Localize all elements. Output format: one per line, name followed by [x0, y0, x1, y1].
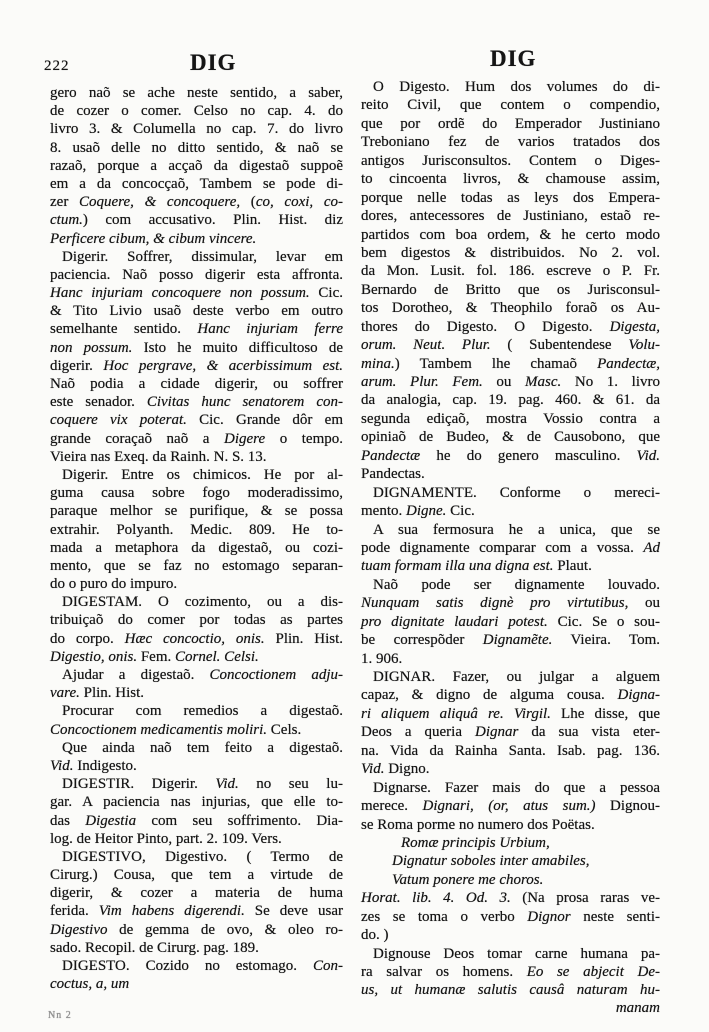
text-line [361, 152, 660, 170]
dictionary-entry-paragraph [361, 78, 660, 484]
text-line [361, 391, 660, 409]
text-line [361, 207, 660, 225]
text-line [50, 648, 343, 666]
text-line [50, 630, 343, 648]
italic-text: vare. [50, 685, 80, 702]
text-line [50, 302, 343, 320]
roman-text: opiniaõ de Budeo, & de Causobono, que [361, 429, 660, 446]
roman-text: DIGNAMENTE. Conforme o mereci- [373, 484, 660, 501]
page-number: 222 [44, 58, 70, 74]
roman-text: este senador. [50, 394, 147, 411]
dictionary-entry-paragraph [361, 576, 660, 668]
roman-text: se Roma porme no numero dos Poëtas. [361, 816, 595, 833]
text-line [361, 797, 660, 815]
roman-text: ferida. [50, 903, 99, 920]
italic-text: arum. Plur. Fem. [361, 374, 483, 390]
italic-text: Eo se abjecit De- [526, 964, 660, 980]
roman-text: que por ordẽ do Emperador Justiniano [361, 115, 660, 132]
text-line [50, 266, 343, 284]
text-line [361, 299, 660, 317]
text-line [361, 705, 660, 723]
dictionary-entry-paragraph [50, 957, 343, 993]
italic-text: Dignatur soboles inter amabiles, [392, 853, 590, 870]
roman-text: ou [628, 595, 660, 612]
roman-text: Isto he muito difficultoso de [132, 339, 343, 356]
text-line [50, 666, 343, 684]
text-line [50, 593, 343, 611]
text-line [361, 686, 660, 704]
text-line [50, 502, 343, 520]
italic-text: Hanc injuriam concoquere non possum. [50, 285, 310, 302]
roman-text: gero naõ se ache neste sentido, a saber, [50, 85, 343, 101]
italic-text: Digestio, onis. [50, 648, 138, 665]
italic-text: Dignar [474, 724, 519, 741]
text-line [361, 945, 660, 963]
text-line [361, 650, 660, 668]
roman-text: Cels. [267, 721, 302, 738]
roman-text: ) Tambem lhe chamaõ [394, 355, 598, 372]
italic-text: Vim habens digerendi. [98, 903, 245, 920]
text-line [50, 375, 343, 393]
text-line [50, 139, 343, 157]
roman-text: pode dignamente comparar com a vossa. [361, 539, 644, 556]
roman-text: Plaut. [553, 558, 592, 575]
roman-text: Bernardo de Britto que os Jurisconsul- [361, 281, 660, 298]
dictionary-entry-paragraph [361, 668, 660, 779]
running-head-left: DIG [190, 50, 237, 75]
dictionary-entry-paragraph [50, 248, 343, 466]
text-line [50, 175, 343, 193]
roman-text: do o puro do impuro. [50, 576, 178, 593]
roman-text: Fem. [137, 648, 176, 665]
italic-text: Concoctionem adju- [209, 667, 343, 683]
roman-text: Procurar com remedios a digestaõ. [62, 703, 343, 720]
italic-text: ri aliquem aliquâ re. Virgil. [361, 705, 551, 722]
roman-text: zes se toma o verbo [361, 908, 528, 925]
text-line [50, 702, 343, 720]
text-line [361, 410, 660, 428]
italic-text: Ad [643, 539, 660, 556]
roman-text: tos Dorotheo, & Theophilo foraõ os Au- [361, 300, 660, 317]
italic-text: Nunquam satis dignè pro virtutibus, [361, 595, 629, 612]
text-line [361, 115, 660, 133]
italic-text: Vid. [215, 776, 239, 793]
text-line [50, 902, 343, 920]
roman-text: gar. A paciencia nas injurias, que elle to- [50, 794, 343, 811]
italic-text: Civitas hunc senatorem con- [146, 394, 344, 411]
roman-text: Ajudar a digestaõ. [62, 667, 210, 683]
roman-text: merece. [361, 798, 423, 815]
roman-text: das [50, 812, 86, 829]
roman-text: sado. Recopil. de Cirurg. pag. 189. [50, 939, 259, 956]
roman-text: Treboniano fez de varios tratados dos [361, 134, 660, 151]
text-line [361, 613, 660, 631]
text-line [50, 684, 343, 702]
catchword: manam [615, 1000, 660, 1016]
roman-text: Dignarse. Fazer mais do que a pessoa [373, 779, 660, 796]
roman-text: thores do Digesto. O Digesto. [361, 318, 610, 335]
italic-text: Coquere, & concoquere, [79, 194, 241, 211]
italic-text: ctum. [50, 212, 83, 229]
roman-text: Se deve usar [244, 903, 343, 920]
text-line [50, 921, 343, 939]
italic-text: Vid. [50, 757, 74, 774]
dictionary-entry-paragraph [50, 702, 343, 738]
roman-text: he do genero masculino. [420, 447, 637, 464]
dictionary-entry-paragraph [361, 779, 660, 834]
text-line [361, 539, 660, 557]
running-head-right: DIG [490, 46, 537, 71]
roman-text: 8. usaõ delle no ditto sentido, & naõ se [50, 139, 343, 156]
roman-text: DIGESTAM. O cozimento, ou a dis- [62, 594, 343, 611]
text-line [361, 78, 660, 96]
right-text-column [361, 78, 660, 1000]
roman-text: Dignou- [595, 798, 660, 815]
text-line [361, 447, 660, 465]
text-line [361, 963, 660, 981]
italic-text: Digna- [617, 687, 660, 704]
roman-text: 1. 906. [361, 650, 403, 667]
dictionary-entry-paragraph [361, 889, 660, 944]
roman-text: digerir. [50, 357, 104, 374]
text-line [361, 834, 660, 852]
roman-text: Cic. [309, 285, 343, 302]
roman-text: Cic. Se o sou- [547, 613, 660, 630]
italic-text: orum. Neut. Plur. [361, 337, 491, 354]
text-line [361, 318, 660, 336]
italic-text: Con- [313, 958, 343, 974]
text-line [361, 502, 660, 520]
text-line [361, 668, 660, 686]
text-line [50, 757, 343, 775]
verse-quotation [361, 834, 660, 889]
text-line [361, 189, 660, 207]
text-line [50, 157, 343, 175]
roman-text: paraque melhor se purifique, & se possa [50, 503, 343, 520]
text-line [50, 248, 343, 266]
roman-text: zer [50, 194, 80, 211]
roman-text: be correspõder [361, 632, 483, 649]
text-line [50, 975, 343, 993]
roman-text: porque nelle todas as leys dos Empera- [361, 189, 660, 206]
roman-text: Lhe disse, que [550, 705, 661, 722]
text-line [361, 373, 660, 391]
roman-text: DIGESTO. Cozido no estomago. [62, 958, 313, 974]
left-text-column [50, 84, 343, 993]
text-line [50, 466, 343, 484]
text-line [50, 357, 343, 375]
italic-text: Digne. [406, 503, 447, 520]
roman-text: na. Vida da Rainha Santa. Isab. pag. 136. [361, 742, 660, 759]
text-line [361, 133, 660, 151]
roman-text: reito Civil, que contem o compendio, [361, 97, 660, 114]
text-line [50, 411, 343, 429]
roman-text: razaõ, porque a acçaõ da digestaõ suppoẽ [50, 157, 343, 174]
italic-text: Hoc pergrave, & acerbissimum est. [103, 357, 343, 374]
roman-text: neste senti- [570, 908, 660, 925]
italic-text: coquere vix poterat. [50, 412, 187, 429]
italic-text: co, coxi, co- [255, 194, 344, 211]
text-line [361, 336, 660, 354]
text-line [50, 448, 343, 466]
roman-text: to cincoenta livros, & chamouse assim, [361, 171, 660, 188]
roman-text: Indigesto. [73, 757, 137, 774]
roman-text: Vieira nas Exeq. da Rainh. N. S. 13. [50, 448, 267, 465]
text-line [361, 852, 660, 870]
italic-text: coctus, a, um [50, 976, 130, 993]
printer-signature-mark: Nn 2 [48, 1010, 72, 1021]
roman-text: A sua fermosura he a unica, que se [373, 521, 660, 538]
text-line [361, 262, 660, 280]
text-line [361, 594, 660, 612]
roman-text: Digerir. Entre os chimicos. He por al- [62, 466, 343, 483]
text-line [361, 96, 660, 114]
roman-text: Digno. [384, 761, 430, 778]
dictionary-entry-paragraph [50, 666, 343, 702]
text-line [50, 393, 343, 411]
roman-text: tribuiçaõ do comer por todas as partes [50, 612, 343, 629]
text-line [361, 170, 660, 188]
roman-text: ( Subentendese [490, 337, 629, 354]
text-line [50, 230, 343, 248]
roman-text: & Tito Livio usaõ deste verbo em outro [50, 303, 343, 320]
text-line [361, 631, 660, 649]
italic-text: us, ut humanæ salutis causâ naturam hu- [361, 982, 660, 999]
roman-text: Plin. Hist. [79, 685, 145, 702]
italic-text: Dignamẽte. [482, 632, 553, 649]
italic-text: Pandectæ [361, 447, 421, 464]
italic-text: Hæc concoctio, onis. [124, 630, 265, 647]
roman-text: livro 3. & Columella no cap. 7. do livro [50, 121, 343, 138]
roman-text: Dignouse Deos tomar carne humana pa- [373, 945, 660, 962]
text-line [361, 926, 660, 944]
roman-text: antigos Jurisconsultos. Contem o Diges- [361, 152, 660, 169]
roman-text: em a da concocçaõ, Tambem se pode di- [50, 175, 343, 192]
text-line [50, 539, 343, 557]
italic-text: Vid. [361, 761, 385, 778]
text-line [50, 775, 343, 793]
roman-text: da analogia, cap. 19. pag. 460. & 61. da [361, 392, 660, 409]
text-line [361, 816, 660, 834]
text-line [50, 957, 343, 975]
roman-text: mento. [361, 503, 406, 520]
italic-text: Vatum ponere me choros. [392, 871, 544, 888]
text-line [361, 576, 660, 594]
text-line [50, 812, 343, 830]
italic-text: Horat. lib. 4. Od. 3. [361, 890, 511, 907]
italic-text: pro dignitate laudari potest. [361, 613, 548, 630]
text-line [50, 102, 343, 120]
roman-text: Cic. [446, 503, 475, 520]
text-line [50, 430, 343, 448]
roman-text: DIGESTIR. Digerir. [62, 776, 216, 793]
text-line [50, 120, 343, 138]
roman-text: Que ainda naõ tem feito a digestaõ. [62, 739, 343, 756]
roman-text: semelhante sentido. [50, 321, 198, 338]
text-line [361, 723, 660, 741]
text-line [50, 339, 343, 357]
roman-text: de gemma de ovo, & oleo ro- [107, 921, 343, 938]
dictionary-entry-paragraph [50, 775, 343, 848]
text-line [50, 557, 343, 575]
text-line [361, 521, 660, 539]
roman-text: (Na prosa raras ve- [510, 890, 660, 907]
roman-text: ) com accusativo. Plin. Hist. diz [82, 212, 343, 229]
italic-text: Volu- [628, 337, 660, 354]
roman-text: mento, que se faz no estomago separan- [50, 557, 343, 574]
italic-text: Perficere cibum, & cibum vincere. [50, 230, 257, 247]
italic-text: Digestia [85, 812, 137, 829]
roman-text: ra salvar os homens. [361, 964, 527, 980]
text-line [361, 760, 660, 778]
roman-text: Deos a queria [361, 724, 475, 741]
text-line [50, 284, 343, 302]
dictionary-entry-paragraph [50, 593, 343, 666]
roman-text: bem digestos & distribuidos. No 2. vol. [361, 244, 660, 261]
dictionary-entry-paragraph [50, 848, 343, 957]
roman-text: ou [482, 374, 526, 390]
dictionary-entry-paragraph [361, 484, 660, 521]
roman-text: dores, antecessores de Justiniano, estaõ re- [361, 208, 660, 225]
roman-text: Naõ pode ser dignamente louvado. [373, 576, 660, 593]
roman-text: o tempo. [265, 430, 343, 447]
roman-text: DIGESTIVO, Digestivo. ( Termo de [62, 848, 343, 865]
text-line [50, 830, 343, 848]
text-line [361, 428, 660, 446]
text-line [361, 226, 660, 244]
text-line [361, 908, 660, 926]
text-line [50, 848, 343, 866]
text-line [361, 281, 660, 299]
roman-text: de cozer o comer. Celso no cap. 4. do [50, 103, 343, 120]
italic-text: Vid. [636, 447, 660, 464]
text-line [361, 742, 660, 760]
italic-text: Masc. [525, 374, 562, 390]
dictionary-entry-paragraph [50, 739, 343, 775]
roman-text: Digerir. Soffrer, dissimular, levar em [62, 248, 343, 265]
roman-text: paciencia. Naõ posso digerir esta affronta. [50, 266, 343, 283]
roman-text: ( [240, 194, 256, 211]
roman-text: no seu lu- [238, 776, 343, 793]
italic-text: non possum. [50, 339, 133, 356]
text-line [50, 575, 343, 593]
italic-text: tuam formam illa una digna est. [361, 558, 554, 575]
italic-text: Dignari, (or, atus sum.) [422, 798, 596, 815]
roman-text: O Digesto. Hum dos volumes do di- [373, 79, 660, 95]
text-line [361, 889, 660, 907]
text-line [361, 465, 660, 483]
roman-text: da sua vista eter- [518, 724, 661, 741]
roman-text: log. de Heitor Pinto, part. 2. 109. Vers. [50, 830, 282, 847]
text-line [50, 521, 343, 539]
italic-text: mina. [361, 355, 395, 372]
roman-text: partidos com boa ordem, & he certo modo [361, 226, 660, 243]
text-line [50, 939, 343, 957]
italic-text: Romæ principis Urbium, [401, 834, 550, 851]
text-line [50, 739, 343, 757]
italic-text: Pandectæ, [597, 355, 660, 372]
text-line [361, 871, 660, 889]
roman-text: Naõ podia a cidade digerir, ou soffrer [50, 376, 343, 392]
text-line [50, 84, 343, 102]
text-line [50, 866, 343, 884]
italic-text: Hanc injuriam ferre [197, 321, 343, 338]
roman-text: Plin. Hist. [264, 630, 344, 647]
dictionary-entry-paragraph [50, 466, 343, 593]
dictionary-entry-paragraph [361, 521, 660, 576]
text-line [361, 981, 660, 999]
roman-text: com seu soffrimento. Dia- [136, 812, 344, 829]
roman-text: Cic. Grande dôr em [186, 412, 343, 429]
roman-text: capaz, & digno de alguma cousa. [361, 687, 618, 704]
text-line [50, 721, 343, 739]
text-line [361, 779, 660, 797]
roman-text: mada a metaphora da digestaõ, ou cozi- [50, 539, 343, 556]
text-line [361, 557, 660, 575]
text-line [50, 193, 343, 211]
italic-text: Digestivo [50, 921, 108, 938]
text-line [361, 484, 660, 502]
roman-text: do. ) [361, 927, 389, 944]
roman-text: extrahir. Polyanth. Medic. 809. He to- [50, 521, 343, 538]
roman-text: grande coraçaõ naõ a [50, 430, 225, 447]
roman-text: Cirurg.) Cousa, que tem a virtude de [50, 867, 343, 884]
roman-text: No 1. livro [561, 374, 660, 390]
roman-text: DIGNAR. Fazer, ou julgar a alguem [373, 669, 660, 685]
dictionary-entry-paragraph [50, 84, 343, 248]
roman-text: guma causa sobre fogo moderadissimo, [50, 485, 343, 502]
italic-text: Digere [224, 430, 266, 447]
text-line [50, 320, 343, 338]
italic-text: Digesta, [609, 318, 660, 335]
text-line [50, 793, 343, 811]
dictionary-entry-paragraph [361, 945, 660, 1000]
italic-text: Concoctionem medicamentis moliri. [50, 721, 268, 738]
text-line [50, 211, 343, 229]
italic-text: Cornel. Celsi. [175, 648, 259, 665]
roman-text: da Mon. Lusit. fol. 186. escreve o P. Fr. [361, 263, 660, 280]
roman-text: Vieira. Tom. [552, 632, 660, 649]
text-line [50, 484, 343, 502]
roman-text: segunda ediçaõ, mostra Vossio contra a [361, 410, 660, 427]
italic-text: Dignor [527, 908, 571, 925]
text-line [50, 611, 343, 629]
text-line [361, 244, 660, 262]
roman-text: Pandectas. [361, 466, 425, 483]
roman-text: digerir, & cozer a materia de huma [50, 885, 343, 902]
roman-text: do corpo. [50, 630, 125, 647]
text-line [50, 884, 343, 902]
text-line [361, 355, 660, 373]
